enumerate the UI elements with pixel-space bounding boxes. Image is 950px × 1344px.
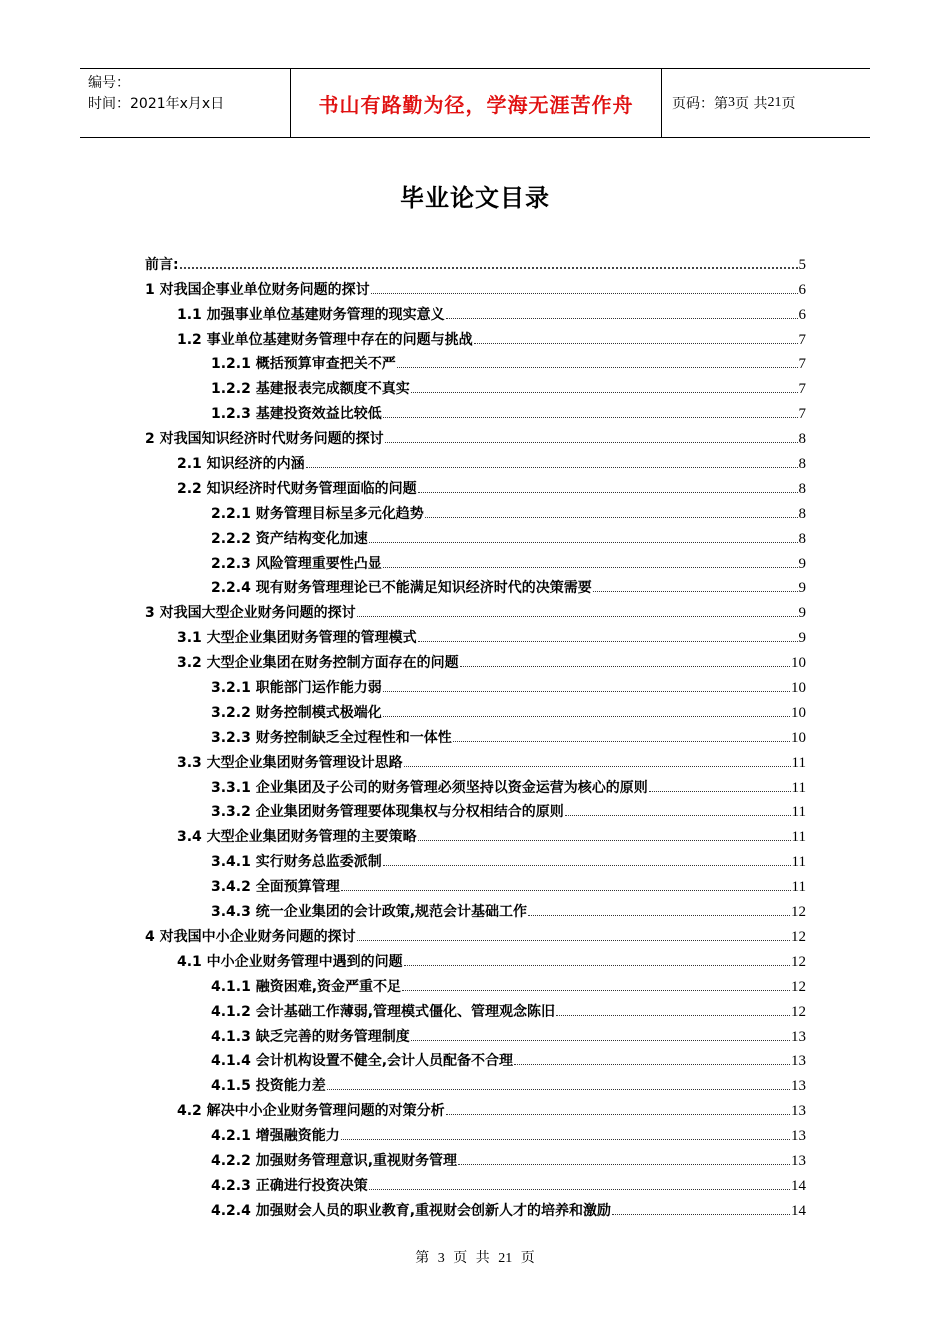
toc-entry-page: 8 (798, 530, 806, 547)
toc-entry-page: 10 (791, 680, 806, 697)
toc-entry-page: 8 (798, 505, 806, 522)
toc-dot-leader (369, 1189, 790, 1190)
toc-entry-page: 13 (791, 1103, 806, 1120)
page-prefix: 页码：第 (672, 96, 728, 112)
toc-entry[interactable] (145, 697, 806, 722)
page-footer (0, 1247, 950, 1267)
toc-entry[interactable] (145, 349, 806, 374)
toc-entry[interactable] (145, 597, 806, 622)
toc-entry-page: 9 (798, 630, 806, 647)
toc-entry-title: 3.4 大型企业集团财务管理的主要策略 (177, 829, 417, 846)
toc-dot-leader (528, 915, 790, 916)
page-mid: 页 共 (735, 96, 768, 112)
toc-entry-title: 2.2.4 现有财务管理理论已不能满足知识经济时代的决策需要 (211, 580, 592, 597)
header-page-counter (662, 69, 870, 137)
toc-entry[interactable] (145, 622, 806, 647)
page-current: 3 (728, 95, 735, 110)
toc-entry[interactable] (145, 523, 806, 548)
toc-entry-title: 2.2.2 资产结构变化加速 (211, 530, 368, 547)
toc-entry[interactable] (145, 1021, 806, 1046)
header-motto: 书山有路勤为径，学海无涯苦作舟 (290, 69, 662, 137)
header-meta (80, 69, 290, 137)
toc-entry-page: 7 (798, 356, 806, 373)
toc-entry[interactable] (145, 747, 806, 772)
toc-entry-page: 13 (791, 1078, 806, 1095)
toc-entry[interactable] (145, 797, 806, 822)
toc-dot-leader (411, 1040, 790, 1041)
toc-entry-page: 11 (791, 854, 806, 871)
toc-dot-leader (383, 716, 790, 717)
toc-dot-leader (418, 641, 798, 642)
toc-entry-page: 12 (791, 953, 806, 970)
footer-mid: 页 共 (453, 1251, 490, 1266)
toc-entry[interactable] (145, 722, 806, 747)
toc-entry-page: 12 (791, 928, 806, 945)
toc-entry-title: 2.2.3 风险管理重要性凸显 (211, 555, 382, 572)
toc-entry-title: 2.2 知识经济时代财务管理面临的问题 (177, 480, 417, 497)
toc-dot-leader (514, 1064, 790, 1065)
toc-entry-page: 10 (791, 655, 806, 672)
toc-dot-leader (383, 865, 791, 866)
toc-entry-title: 4.2 解决中小企业财务管理问题的对策分析 (177, 1103, 445, 1120)
toc-entry-title: 3.2.1 职能部门运作能力弱 (211, 680, 382, 697)
toc-entry[interactable] (145, 896, 806, 921)
toc-entry-title: 1.1 加强事业单位基建财务管理的现实意义 (177, 306, 445, 323)
toc-entry[interactable] (145, 299, 806, 324)
toc-dot-leader (341, 1139, 790, 1140)
toc-entry[interactable] (145, 821, 806, 846)
toc-entry[interactable] (145, 498, 806, 523)
toc-dot-leader (612, 1214, 790, 1215)
toc-entry[interactable] (145, 1195, 806, 1220)
toc-entry-title: 4.1.5 投资能力差 (211, 1078, 326, 1095)
toc-entry-title: 3.4.1 实行财务总监委派制 (211, 854, 382, 871)
toc-entry[interactable] (145, 548, 806, 573)
toc-entry-page: 14 (791, 1202, 806, 1219)
toc-entry-page: 14 (791, 1177, 806, 1194)
toc-dot-leader (453, 741, 790, 742)
toc-entry[interactable] (145, 996, 806, 1021)
toc-entry-page: 11 (791, 829, 806, 846)
footer-suffix: 页 (520, 1251, 535, 1266)
document-date-label: 时间：2021年x月x日 (88, 96, 225, 112)
toc-entry[interactable] (145, 871, 806, 896)
toc-entry-title: 3.2.2 财务控制模式极端化 (211, 704, 382, 721)
toc-entry-page: 8 (798, 456, 806, 473)
toc-entry-page: 8 (798, 480, 806, 497)
toc-dot-leader (357, 616, 798, 617)
toc-entry-page: 12 (791, 1003, 806, 1020)
toc-entry-title: 4.2.3 正确进行投资决策 (211, 1177, 368, 1194)
toc-entry[interactable] (145, 1046, 806, 1071)
footer-prefix: 第 (415, 1251, 430, 1266)
toc-entry[interactable] (145, 373, 806, 398)
toc-entry-title: 4.1.2 会计基础工作薄弱,管理模式僵化、管理观念陈旧 (211, 1003, 556, 1020)
toc-dot-leader (397, 367, 798, 368)
toc-entry-page: 9 (798, 605, 806, 622)
toc-dot-leader (180, 267, 798, 269)
toc-entry-title: 4.1.4 会计机构设置不健全,会计人员配备不合理 (211, 1053, 514, 1070)
toc-entry-title: 1.2.2 基建报表完成额度不真实 (211, 381, 410, 398)
toc-dot-leader (649, 791, 791, 792)
toc-entry-page: 11 (791, 779, 806, 796)
toc-entry-page: 13 (791, 1152, 806, 1169)
toc-dot-leader (327, 1089, 790, 1090)
toc-entry[interactable] (145, 473, 806, 498)
toc-entry-page: 5 (798, 256, 806, 273)
toc-entry-page: 11 (791, 754, 806, 771)
toc-dot-leader (383, 417, 798, 418)
toc-dot-leader (357, 940, 790, 941)
toc-dot-leader (383, 567, 798, 568)
toc-entry-title: 1.2 事业单位基建财务管理中存在的问题与挑战 (177, 331, 473, 348)
toc-entry-page: 12 (791, 978, 806, 995)
toc-dot-leader (446, 1114, 790, 1115)
toc-entry-page: 7 (798, 406, 806, 423)
toc-dot-leader (446, 318, 798, 319)
toc-entry-page: 13 (791, 1028, 806, 1045)
toc-entry-title: 3.3 大型企业集团财务管理设计思路 (177, 754, 403, 771)
toc-dot-leader (369, 542, 798, 543)
toc-entry[interactable] (145, 398, 806, 423)
toc-entry[interactable] (145, 846, 806, 871)
toc-entry-page: 10 (791, 729, 806, 746)
toc-dot-leader (371, 293, 798, 294)
page-suffix: 页 (781, 96, 796, 112)
toc-entry-title: 3.3.2 企业集团财务管理要体现集权与分权相结合的原则 (211, 804, 564, 821)
toc-dot-leader (556, 1015, 790, 1016)
toc-entry-page: 7 (798, 381, 806, 398)
page-title: 毕业论文目录 (400, 184, 550, 212)
toc-dot-leader (418, 840, 791, 841)
toc-dot-leader (418, 492, 798, 493)
toc-entry-title: 4.1.1 融资困难,资金严重不足 (211, 978, 402, 995)
toc-entry[interactable] (145, 672, 806, 697)
toc-entry-title: 4.2.2 加强财务管理意识,重视财务管理 (211, 1152, 458, 1169)
toc-entry-page: 6 (798, 306, 806, 323)
toc-entry[interactable] (145, 1095, 806, 1120)
table-of-contents (145, 249, 806, 1220)
toc-entry-title: 3.4.3 统一企业集团的会计政策,规范会计基础工作 (211, 904, 528, 921)
toc-entry-title: 3.4.2 全面预算管理 (211, 879, 340, 896)
toc-entry[interactable] (145, 448, 806, 473)
toc-dot-leader (593, 591, 798, 592)
page-header (80, 68, 870, 138)
toc-entry[interactable] (145, 946, 806, 971)
toc-entry[interactable] (145, 324, 806, 349)
toc-dot-leader (402, 990, 790, 991)
toc-dot-leader (404, 965, 790, 966)
toc-entry[interactable] (145, 1070, 806, 1095)
toc-entry-page: 13 (791, 1053, 806, 1070)
footer-current: 3 (437, 1251, 445, 1266)
toc-entry[interactable] (145, 1120, 806, 1145)
toc-entry[interactable] (145, 1170, 806, 1195)
toc-entry-title: 4 对我国中小企业财务问题的探讨 (145, 928, 356, 945)
toc-entry-page: 9 (798, 580, 806, 597)
toc-entry-title: 3.2.3 财务控制缺乏全过程性和一体性 (211, 729, 452, 746)
document-number-label: 编号： (88, 75, 130, 91)
toc-entry-page: 8 (798, 431, 806, 448)
toc-entry-title: 4.1.3 缺乏完善的财务管理制度 (211, 1028, 410, 1045)
footer-total: 21 (498, 1251, 513, 1266)
toc-entry-page: 7 (798, 331, 806, 348)
toc-entry-title: 1 对我国企事业单位财务问题的探讨 (145, 281, 370, 298)
toc-entry-page: 11 (791, 879, 806, 896)
toc-entry[interactable] (145, 772, 806, 797)
page-total: 21 (767, 95, 782, 110)
toc-dot-leader (341, 890, 791, 891)
toc-dot-leader (460, 666, 790, 667)
toc-entry-title: 2.2.1 财务管理目标呈多元化趋势 (211, 505, 424, 522)
toc-entry[interactable] (145, 971, 806, 996)
toc-entry[interactable] (145, 249, 806, 274)
toc-entry-title: 3 对我国大型企业财务问题的探讨 (145, 605, 356, 622)
toc-entry-title: 4.1 中小企业财务管理中遇到的问题 (177, 953, 403, 970)
toc-entry-title: 2.1 知识经济的内涵 (177, 456, 305, 473)
toc-dot-leader (383, 691, 790, 692)
toc-dot-leader (385, 442, 798, 443)
toc-entry-title: 2 对我国知识经济时代财务问题的探讨 (145, 431, 384, 448)
toc-entry-page: 12 (791, 904, 806, 921)
toc-entry-title: 3.3.1 企业集团及子公司的财务管理必须坚持以资金运营为核心的原则 (211, 779, 648, 796)
toc-entry-title: 4.2.1 增强融资能力 (211, 1128, 340, 1145)
toc-entry[interactable] (145, 1145, 806, 1170)
toc-entry-title: 3.2 大型企业集团在财务控制方面存在的问题 (177, 655, 459, 672)
toc-entry-page: 10 (791, 704, 806, 721)
toc-dot-leader (411, 392, 798, 393)
toc-dot-leader (404, 766, 791, 767)
toc-entry-page: 9 (798, 555, 806, 572)
toc-entry-title: 3.1 大型企业集团财务管理的管理模式 (177, 630, 417, 647)
toc-entry-page: 11 (791, 804, 806, 821)
toc-entry-title: 1.2.1 概括预算审查把关不严 (211, 356, 396, 373)
toc-entry[interactable] (145, 423, 806, 448)
toc-dot-leader (474, 343, 798, 344)
toc-entry-title: 1.2.3 基建投资效益比较低 (211, 406, 382, 423)
toc-entry[interactable] (145, 647, 806, 672)
toc-entry-title: 前言: (145, 256, 179, 273)
toc-entry-title: 4.2.4 加强财会人员的职业教育,重视财会创新人才的培养和激励 (211, 1202, 612, 1219)
toc-entry-page: 13 (791, 1128, 806, 1145)
toc-dot-leader (425, 517, 798, 518)
toc-entry[interactable] (145, 274, 806, 299)
toc-entry-page: 6 (798, 281, 806, 298)
toc-entry[interactable] (145, 921, 806, 946)
toc-dot-leader (565, 815, 791, 816)
toc-dot-leader (306, 467, 798, 468)
toc-entry[interactable] (145, 573, 806, 598)
toc-dot-leader (458, 1164, 790, 1165)
